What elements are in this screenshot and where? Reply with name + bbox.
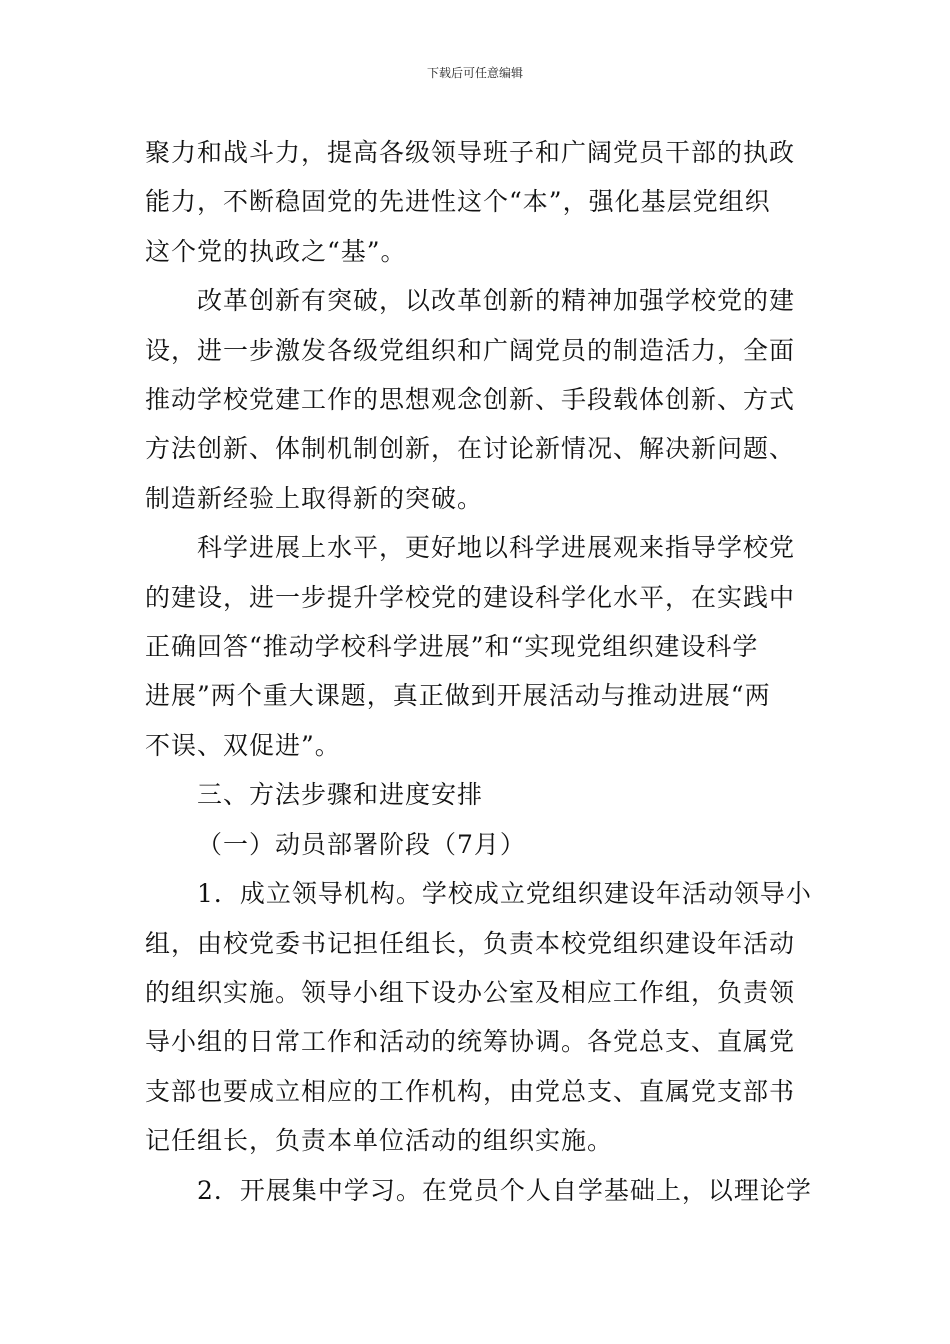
text-line: 2．开展集中学习。在党员个人自学基础上，以理论学: [197, 1175, 812, 1205]
text-line: 进展”两个重大课题，真正做到开展活动与推动进展“两: [145, 681, 771, 711]
text-line: 导小组的日常工作和活动的统筹协调。各党总支、直属党: [145, 1027, 796, 1057]
text-line: 正确回答“推动学校科学进展”和“实现党组织建设科学: [145, 632, 759, 662]
paragraph-3: [145, 523, 805, 770]
text-line: （一）动员部署阶段（7月）: [197, 829, 526, 859]
text-line: 设，进一步激发各级党组织和广阔党员的制造活力，全面: [145, 335, 796, 365]
text-line: 科学进展上水平，更好地以科学进展观来指导学校党: [197, 533, 796, 563]
text-line: 三、方法步骤和进度安排: [197, 780, 484, 810]
text-line: 的组织实施。领导小组下设办公室及相应工作组，负责领: [145, 977, 796, 1007]
text-line: 组，由校党委书记担任组长，负责本校党组织建设年活动: [145, 928, 796, 958]
subsection-heading: [145, 820, 805, 869]
text-line: 能力，不断稳固党的先进性这个“本”，强化基层党组织: [145, 187, 771, 217]
paragraph-2: [145, 276, 805, 523]
paragraph-item-2: [145, 1166, 812, 1215]
paragraph-item-1: [145, 869, 812, 1165]
text-line: 不误、双促进”。: [145, 730, 341, 760]
text-line: 这个党的执政之“基”。: [145, 236, 407, 266]
page-header: 下载后可任意编辑: [426, 66, 523, 80]
text-line: 1．成立领导机构。学校成立党组织建设年活动领导小: [197, 879, 812, 909]
text-line: 聚力和战斗力，提高各级领导班子和广阔党员干部的执政: [145, 138, 796, 167]
document-body: [145, 128, 812, 1215]
paragraph-1: [145, 128, 805, 276]
text-line: 制造新经验上取得新的突破。: [145, 483, 484, 513]
text-line: 改革创新有突破，以改革创新的精神加强学校党的建: [197, 286, 796, 316]
text-line: 支部也要成立相应的工作机构，由党总支、直属党支部书: [145, 1076, 796, 1106]
text-line: 记任组长，负责本单位活动的组织实施。: [145, 1126, 614, 1156]
section-heading: [145, 770, 805, 819]
text-line: 推动学校党建工作的思想观念创新、手段载体创新、方式: [145, 385, 796, 415]
text-line: 方法创新、体制机制创新，在讨论新情况、解决新问题、: [145, 434, 796, 464]
text-line: 的建设，进一步提升学校党的建设科学化水平，在实践中: [145, 582, 796, 612]
